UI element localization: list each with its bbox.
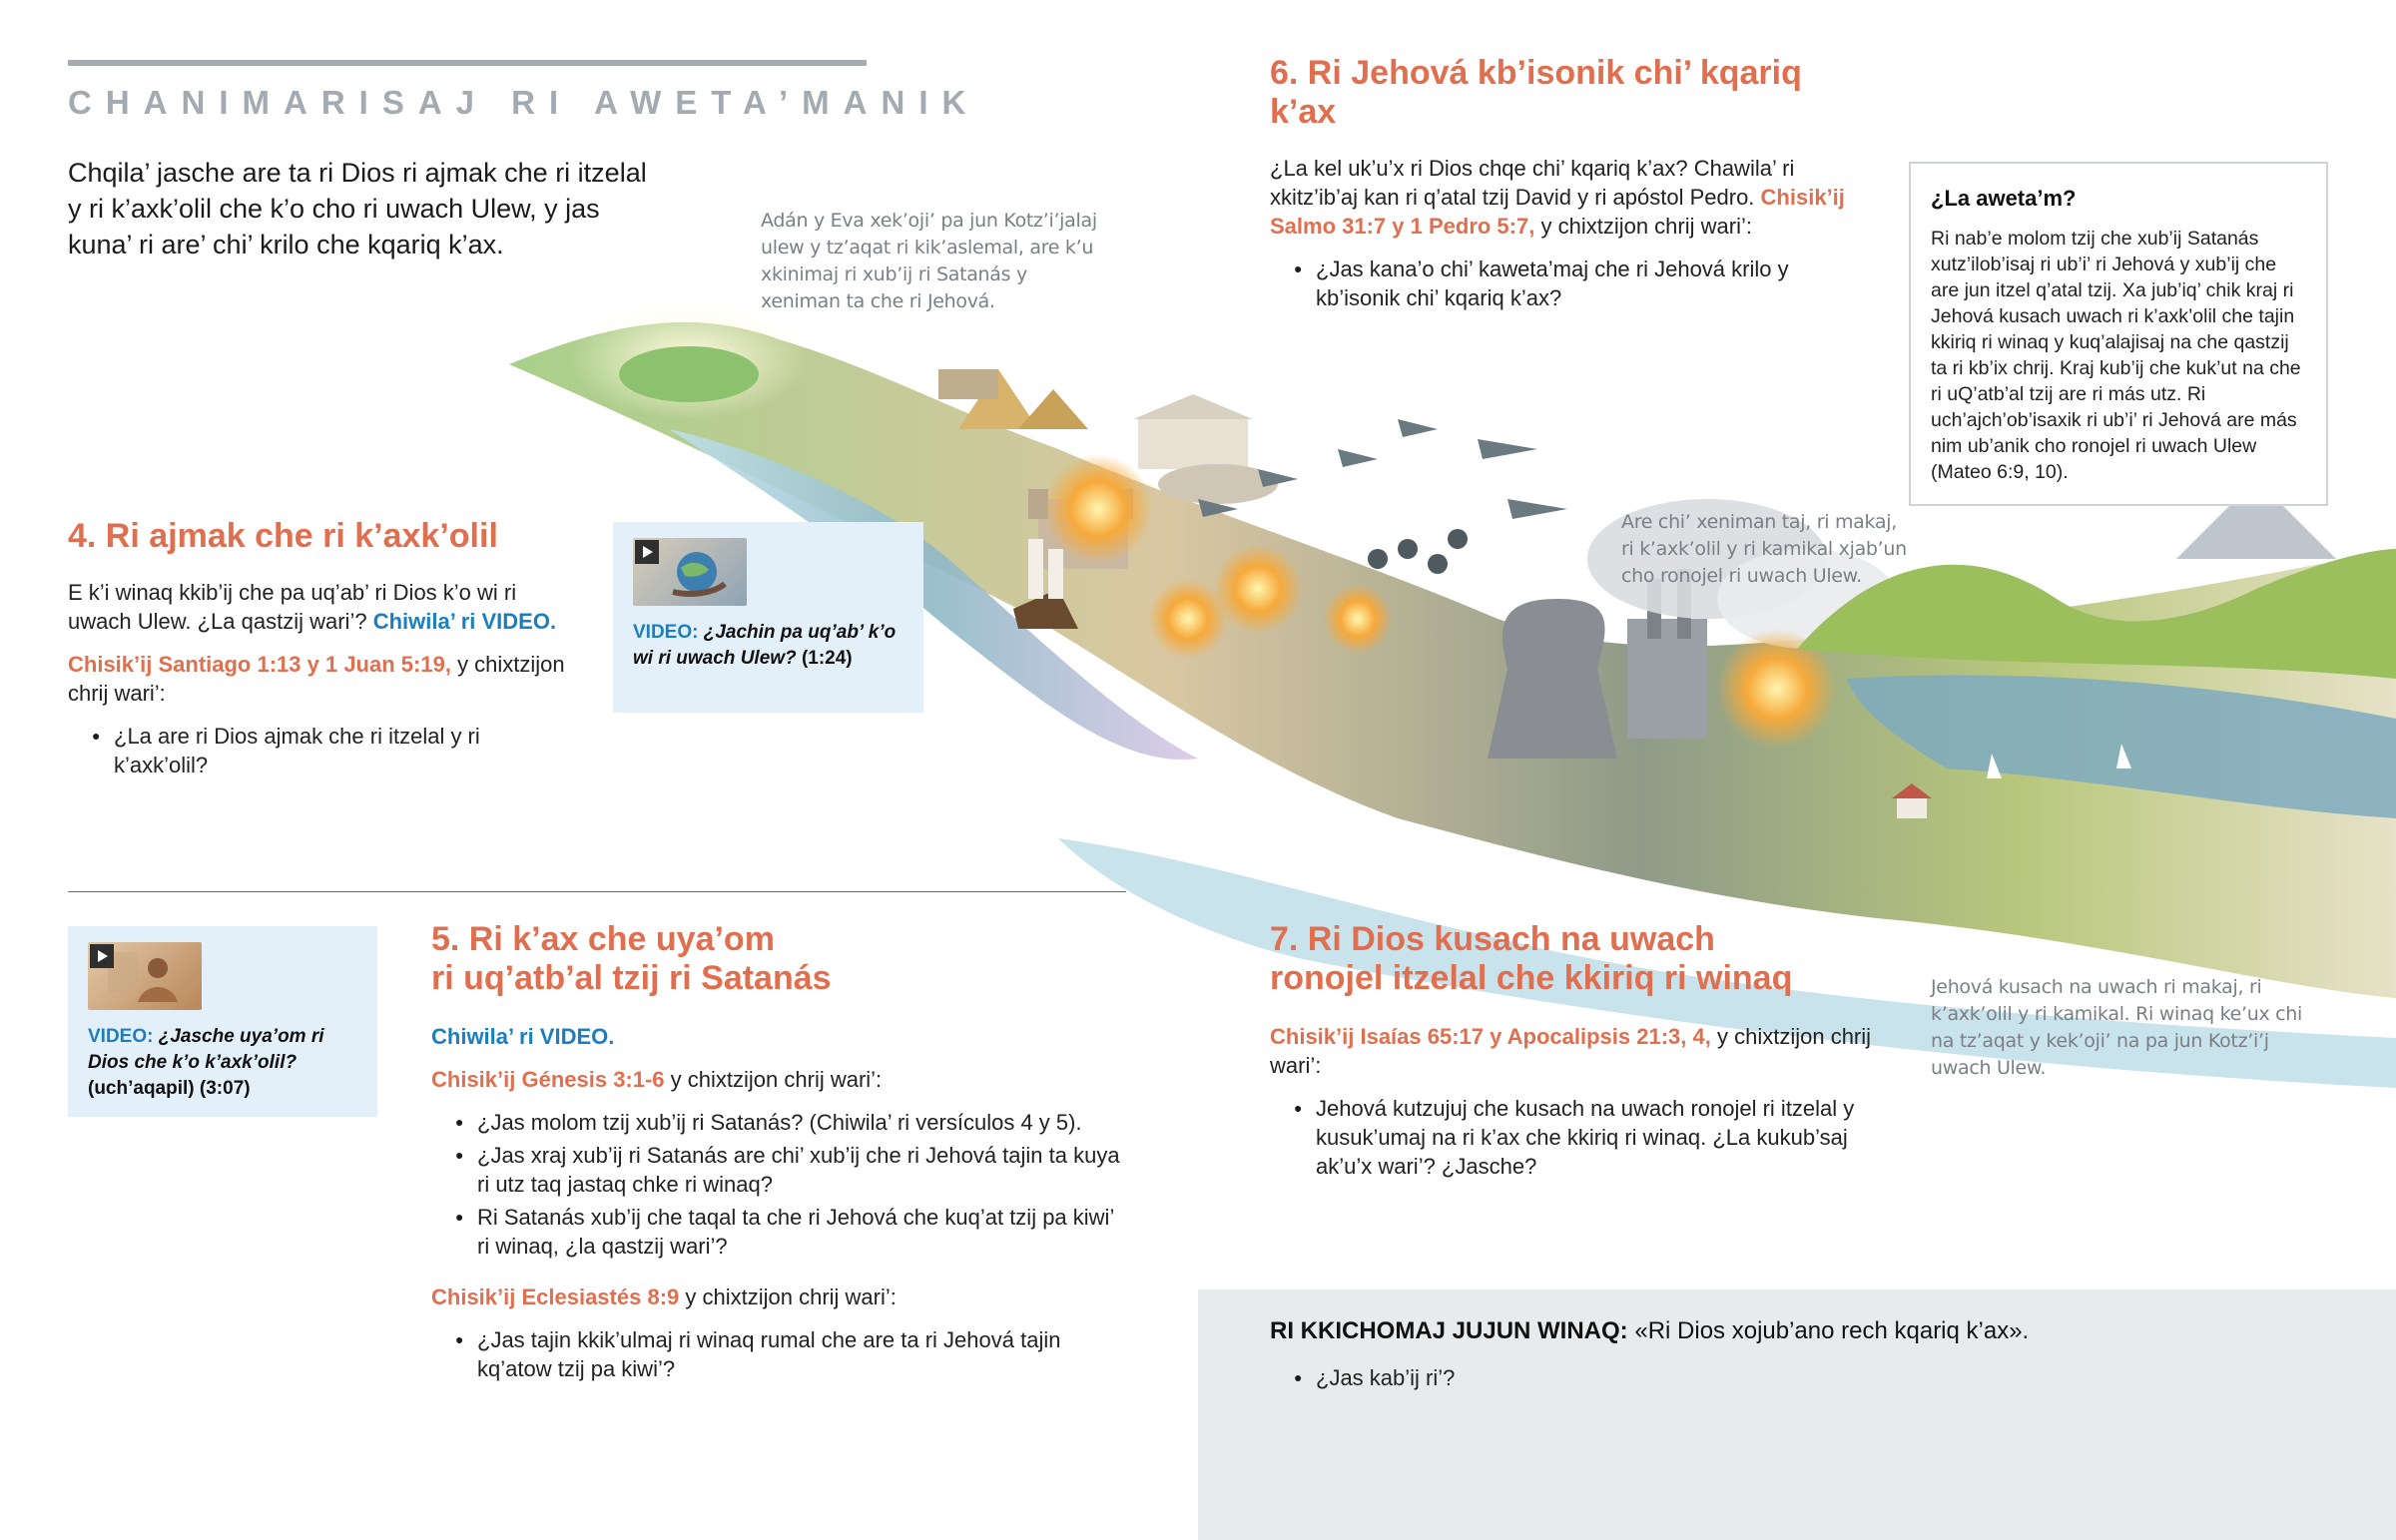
section-5-questions-2 — [431, 1325, 1130, 1383]
section-5-scripture-ref-1[interactable]: Chisik’ij Génesis 3:1-6 — [431, 1067, 665, 1092]
video-title: ¿Jachin pa uq’ab’ k’o wi ri uwach Ulew? — [633, 622, 897, 669]
section-5-scripture-ref-2[interactable]: Chisik’ij Eclesiastés 8:9 — [431, 1284, 680, 1309]
intro-paragraph: Chqila’ jasche are ta ri Dios ri ajmak che ri itzelal y ri k’axk’olil che k’o cho ri uwach Ulew, y jas kuna’ ri are’ chi’ krilo che kqariq k’ax. — [68, 158, 647, 259]
video-duration: (1:24) — [801, 648, 853, 669]
section-7 — [1270, 920, 1889, 1185]
did-you-know-box — [1909, 162, 2328, 506]
page-header-title: CHANIMARISAJ RI AWETA’MANIK — [68, 84, 980, 121]
caption-war: Are chi’ xeniman taj, ri makaj, ri k’axk’olil y ri kamikal xjab’un cho ronojel ri uwach Ulew. — [1621, 511, 1907, 587]
some-say-quote: «Ri Dios xojub’ano rech kqariq k’ax». — [1634, 1317, 2030, 1344]
section-5-ref1-line — [431, 1065, 1130, 1094]
section-6-ref-after: y chixtzijon chrij wari’: — [1540, 214, 1752, 239]
section-4-scripture-ref[interactable]: Chisik’ij Santiago 1:13 y 1 Juan 5:19, — [68, 652, 451, 677]
did-you-know-body: Ri nab’e molom tzij che xub’ij Satanás xutz’ilob’isaj ri ub’i’ ri Jehová y xub’ij che are jun itzel q’atal tzij. Xa jub’iq’ chik kraj ri Jehová kusach uwach ri k’axk’olil che tajin kkiriq ri winaq y kuq’alajisaj na che qastzij ta ri kb’ix chrij. Kraj kub’ij che kuk’ut na che ri uQ’atb’al tzij are ri más utz. Ri uch’ajch’ob’isaxik ri ub’i’ ri Jehová are más nim ub’anik cho ronojel ri uwach Ulew (Mateo 6:9, 10). — [1931, 228, 2301, 483]
section-5-ref2-line — [431, 1283, 1130, 1311]
section-5-ref2-after: y chixtzijon chrij wari’: — [685, 1284, 897, 1309]
video-label: VIDEO: — [88, 1026, 154, 1047]
video-extra: (uch’aqapil) — [88, 1078, 195, 1099]
section-4-heading: 4. Ri ajmak che ri k’axk’olil — [68, 517, 498, 555]
some-say-questions — [1270, 1363, 1455, 1396]
section-4-questions — [68, 722, 527, 779]
section-5-heading-line1: 5. Ri k’ax che uya’om — [431, 920, 775, 958]
some-say-line — [1270, 1317, 2029, 1345]
section-7-scripture-ref[interactable]: Chisik’ij Isaías 65:17 y Apocalipsis 21:3, 4, — [1270, 1024, 1711, 1049]
section-4-text — [68, 578, 567, 636]
section-7-questions — [1270, 1094, 1869, 1181]
section-4 — [68, 517, 567, 783]
video-duration: (3:07) — [199, 1078, 251, 1099]
caption-adam-eve: Adán y Eva xek’oji’ pa jun Kotz’i’jalaj ulew y tz’aqat ri kik’aslemal, are k’u xkinimaj ri xub’ij ri Satanás y xeniman ta che ri Jehová. — [761, 210, 1097, 312]
section-divider — [68, 891, 1126, 892]
video-box-why-suffering[interactable] — [68, 926, 377, 1117]
section-7-heading — [1270, 920, 1889, 998]
some-say-label: RI KKICHOMAJ JUJUN WINAQ: — [1270, 1317, 1628, 1344]
section-7-ref-line — [1270, 1022, 1889, 1080]
play-icon[interactable] — [90, 944, 114, 968]
did-you-know-title: ¿La aweta’m? — [1931, 186, 2077, 211]
section-5-bullet: ● Ri Satanás xub’ij che taqal ta che ri Jehová che kuq’at tzij pa kiwi’ ri winaq, ¿la qastzij wari’? — [431, 1203, 1130, 1261]
section-6-heading: 6. Ri Jehová kb’isonik chi’ kqariq k’ax — [1270, 54, 1802, 131]
video-box-who-controls-world[interactable] — [613, 522, 923, 713]
section-5-ref1-after: y chixtzijon chrij wari’: — [670, 1067, 883, 1092]
section-6 — [1270, 54, 1869, 316]
section-6-questions — [1270, 255, 1849, 312]
section-4-ref-line — [68, 650, 567, 708]
section-7-heading-line2: ronojel itzelal che kkiriq ri winaq — [1270, 959, 1793, 997]
section-5-video-link[interactable]: Chiwila’ ri VIDEO. — [431, 1024, 615, 1049]
section-5-heading-line2: ri uq’atb’al tzij ri Satanás — [431, 959, 832, 997]
header-rule — [68, 60, 867, 66]
video-thumbnail[interactable] — [633, 538, 747, 606]
section-6-scripture-ref[interactable]: Chisik’ij Salmo 31:7 y 1 Pedro 5:7, — [1270, 185, 1845, 239]
section-4-bullet: ● ¿La are ri Dios ajmak che ri itzelal y ri k’axk’olil? — [68, 722, 527, 779]
section-5-bullet: ● ¿Jas tajin kkik’ulmaj ri winaq rumal che are ta ri Jehová tajin kq’atow tzij pa kiwi’? — [431, 1325, 1130, 1383]
section-5-questions-1 — [431, 1108, 1130, 1261]
section-6-question: ¿La kel uk’u’x ri Dios chqe chi’ kqariq k’ax? Chawila’ ri xkitz’ib’aj kan ri q’atal tzij David y ri apóstol Pedro. — [1270, 156, 1795, 210]
video-label: VIDEO: — [633, 622, 699, 643]
video-thumbnail[interactable] — [88, 942, 202, 1010]
section-4-question: E k’i winaq kkib’ij che pa uq’ab’ ri Dios k’o wi ri uwach Ulew. ¿La qastzij wari’? — [68, 580, 517, 634]
section-5 — [431, 920, 1130, 1387]
video-caption — [633, 620, 912, 672]
section-6-text — [1270, 154, 1869, 241]
play-icon[interactable] — [635, 540, 659, 564]
section-4-ref-after: y chixtzijon chrij wari’: — [68, 652, 565, 706]
section-6-bullet: ● ¿Jas kana’o chi’ kaweta’maj che ri Jehová krilo y kb’isonik chi’ kqariq k’ax? — [1270, 255, 1849, 312]
section-5-heading — [431, 920, 1130, 998]
section-4-video-link[interactable]: Chiwila’ ri VIDEO. — [372, 609, 557, 634]
video-title: ¿Jasche uya’om ri Dios che k’o k’axk’olil? — [88, 1026, 324, 1073]
caption-restore: Jehová kusach na uwach ri makaj, ri k’axk’olil y ri kamikal. Ri winaq ke’ux chi na tz’aqat y kek’oji’ na pa jun Kotz’i’j uwach Ulew. — [1931, 976, 2303, 1079]
section-5-bullet: ● ¿Jas xraj xub’ij ri Satanás are chi’ xub’ij che ri Jehová tajin ta kuya ri utz taq jastaq chke ri winaq? — [431, 1141, 1130, 1199]
section-7-ref-after: y chixtzijon chrij wari’: — [1270, 1024, 1872, 1078]
section-7-heading-line1: 7. Ri Dios kusach na uwach — [1270, 920, 1715, 958]
some-say-bullet: ● ¿Jas kab’ij ri’? — [1270, 1363, 1455, 1392]
video-caption — [88, 1024, 357, 1102]
section-5-bullet: ● ¿Jas molom tzij xub’ij ri Satanás? (Chiwila’ ri versículos 4 y 5). — [431, 1108, 1130, 1137]
section-7-bullet: ● Jehová kutzujuj che kusach na uwach ronojel ri itzelal y kusuk’umaj na ri k’ax che kkiriq ri winaq. ¿La kukub’saj ak’u’x wari’? ¿Jasche? — [1270, 1094, 1869, 1181]
